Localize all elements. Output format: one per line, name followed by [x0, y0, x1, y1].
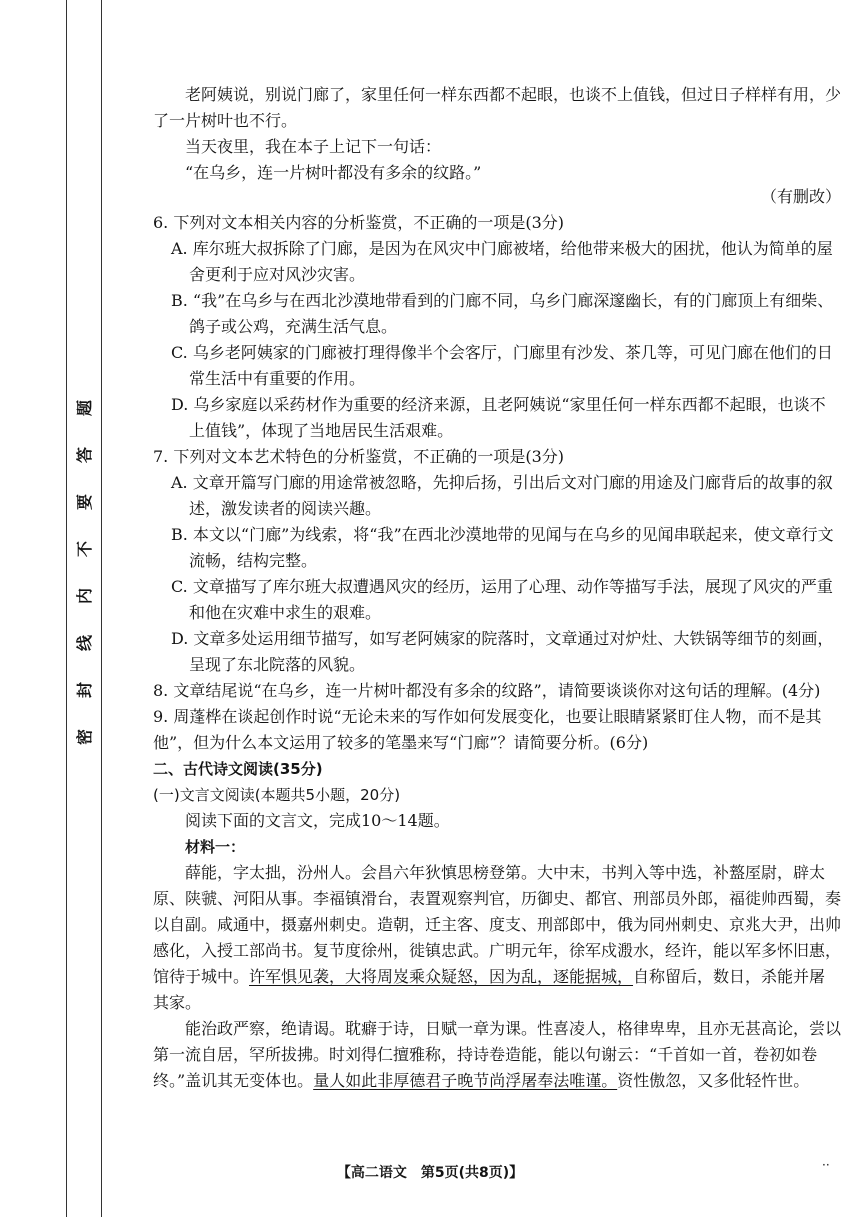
page-footer: 【高二语文 第5页(共8页)】: [336, 1165, 524, 1181]
source-note: （有删改）: [760, 187, 841, 206]
question-6-stem: 6. 下列对文本相关内容的分析鉴赏，不正确的一项是(3分): [153, 213, 565, 232]
reading-instruction: 阅读下面的文言文，完成10～14题。: [185, 811, 450, 830]
question-8: 8. 文章结尾说“在乌乡，连一片树叶都没有多余的纹路”，请简要谈谈你对这句话的理解。(4分): [153, 681, 821, 700]
corner-mark: ··: [822, 1158, 830, 1172]
question-7-option-b: B. 本文以“门廊”为线索，将“我”在西北沙漠地带的见闻与在乌乡的见闻串联起来，使文章行文流畅，结构完整。: [171, 525, 834, 570]
binding-margin-text: [76, 400, 94, 776]
subsection-title: (一)文言文阅读(本题共5小题，20分): [153, 786, 401, 804]
margin-char: 线: [74, 634, 94, 652]
classical-paragraph-2: [153, 1016, 841, 1094]
classical-text: 自称留后，数日，杀能并屠其家。: [153, 967, 826, 1012]
underlined-sentence: 量人如此非厚德君子晚节尚浮屠奉法唯谨。: [313, 1071, 618, 1090]
section-title: 二、古代诗文阅读(35分): [153, 760, 323, 778]
margin-char: 内: [74, 587, 94, 605]
question-7-option-a: A. 文章开篇写门廊的用途常被忽略，先抑后扬，引出后文对门廊的用途及门廊背后的故事的叙述，激发读者的阅读兴趣。: [171, 473, 833, 518]
question-6-option-d: D. 乌乡家庭以采药材作为重要的经济来源，且老阿姨说“家里任何一样东西都不起眼，也谈不上值钱”，体现了当地居民生活艰难。: [171, 395, 826, 440]
underlined-sentence: 许军惧见袭，大将周岌乘众疑怒，因为乱，逐能据城，: [249, 967, 634, 986]
margin-char: 封: [74, 681, 94, 699]
question-6-option-c: C. 乌乡老阿姨家的门廊被打理得像半个会客厅，门廊里有沙发、茶几等，可见门廊在他们的日常生活中有重要的作用。: [171, 343, 833, 388]
passage-paragraph: “在乌乡，连一片树叶都没有多余的纹路。”: [185, 163, 482, 182]
margin-char: 不: [74, 540, 94, 558]
binding-line-inner: [101, 0, 102, 1217]
passage-paragraph: 老阿姨说，别说门廊了，家里任何一样东西都不起眼，也谈不上值钱，但过日子样样有用，少了一片树叶也不行。: [153, 85, 842, 130]
binding-line-outer: [66, 0, 67, 1217]
classical-text: 能治政严察，绝请谒。耽癖于诗，日赋一章为课。性喜凌人，格律卑卑，且亦无甚高论，尝以第一流自居，罕所拔拂。时刘得仁擅雅称，持诗卷造能，能以句谢云：“千首如一首，卷初如卷终。”盖讥其无变体也。: [153, 1019, 842, 1090]
question-7-option-c: C. 文章描写了库尔班大叔遭遇风灾的经历，运用了心理、动作等描写手法，展现了风灾的严重和他在灾难中求生的艰难。: [171, 577, 833, 622]
margin-char: 要: [74, 493, 94, 511]
page-content: [153, 82, 841, 1094]
question-7-option-d: D. 文章多处运用细节描写，如写老阿姨家的院落时，文章通过对炉灶、大铁锅等细节的刻画，呈现了东北院落的风貌。: [171, 629, 834, 674]
margin-char: 密: [74, 728, 94, 746]
question-9: 9. 周蓬桦在谈起创作时说“无论未来的写作如何发展变化，也要让眼睛紧紧盯住人物，而不是其他”，但为什么本文运用了较多的笔墨来写“门廊”？请简要分析。(6分): [153, 707, 822, 752]
question-7-stem: 7. 下列对文本艺术特色的分析鉴赏，不正确的一项是(3分): [153, 447, 565, 466]
classical-paragraph-1: [153, 860, 841, 1016]
material-label: 材料一：: [185, 838, 246, 856]
classical-text: 薛能，字太拙，汾州人。会昌六年狄慎思榜登第。大中末，书判入等中选，补盩厔尉，辟太原、陕虢、河阳从事。李福镇滑台，表置观察判官，历御史、都官、刑部员外郎，福徙帅西蜀，奏以自副。咸通中，摄嘉州刺史。造朝，迁主客、度支、刑部郎中，俄为同州刺史、京兆大尹，出帅感化，入授工部尚书。复节度徐州，徙镇忠武。广明元年，徐军戍溵水，经许，能以军多怀旧惠，馆待于城中。: [153, 863, 842, 986]
question-6-option-b: B. “我”在乌乡与在西北沙漠地带看到的门廊不同，乌乡门廊深邃幽长，有的门廊顶上有细柴、鸽子或公鸡，充满生活气息。: [171, 291, 834, 336]
margin-char: 答: [74, 446, 94, 464]
passage-paragraph: 当天夜里，我在本子上记下一句话：: [185, 137, 442, 156]
margin-char: 题: [74, 399, 94, 417]
classical-text: 资性傲忽，又多仳轻忤世。: [617, 1071, 810, 1090]
question-6-option-a: A. 库尔班大叔拆除了门廊，是因为在风灾中门廊被堵，给他带来极大的困扰，他认为简单的屋舍更利于应对风沙灾害。: [171, 239, 833, 284]
